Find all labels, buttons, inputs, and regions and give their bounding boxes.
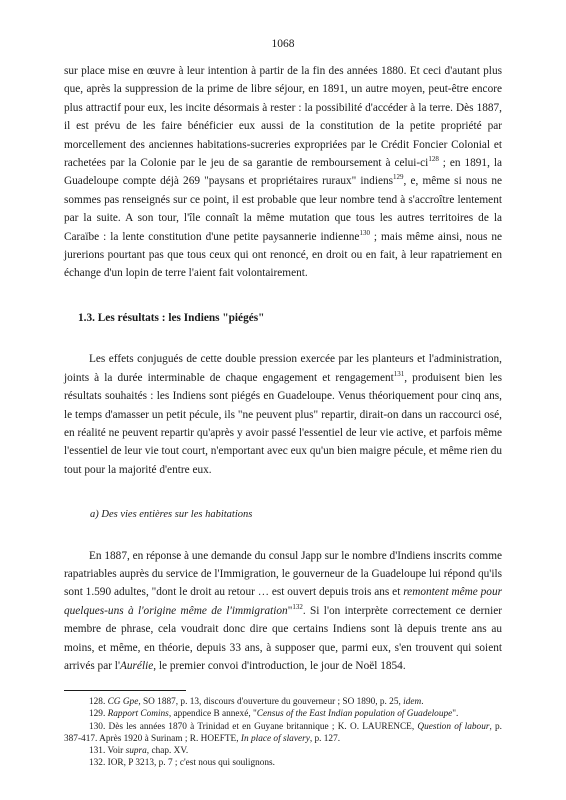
footnote-text: , p. 387-417. Après 1920 à Surinam ; R. HOEFTE,	[64, 721, 502, 744]
footnote-text: ".	[452, 709, 459, 720]
footnote-italic: supra	[125, 746, 147, 757]
paragraph-2	[64, 350, 502, 479]
footnote-132	[64, 757, 502, 769]
footnote-text: .	[421, 697, 424, 707]
footnote-text: Dès les années 1870 à Trinidad et en Guyane britannique ; K. O. LAURENCE,	[108, 721, 418, 732]
ship-name: Aurélie	[119, 659, 154, 672]
footnote-130	[64, 721, 502, 746]
text-run: "	[287, 604, 293, 617]
footnote-number: 132.	[89, 758, 108, 769]
text-run: ; en 1891, la Guadeloupe compte déjà 269 "paysans et propriétaires ruraux" indiens	[64, 157, 502, 188]
footnote-italic: CG Gpe	[107, 697, 139, 707]
text-run: , le premier convoi d'introduction, le jour de Noël 1854.	[153, 659, 406, 672]
footnote-italic: Census of the East Indian population of Guadeloupe	[256, 709, 453, 720]
footnote-number: 129.	[89, 709, 108, 720]
text-run: , produisent bien les résultats souhaités : les Indiens sont piégés en Guadeloupe. Venus théoriquement pour cinq ans, le temps d'amasser un petit pécule, ils "ne peuvent plus" repartir, dirait-on dans un raccourci osé, en réalité ne peuvent repartir qu'après y avoir passé l'essentiel de leur vie active, et parfois même l'essentiel de leur vie tout court, n'emportant avec eux qu'un bien maigre pécule, et même rien du tout pour la majorité d'entre eux.	[64, 371, 502, 476]
footnote-ref-131[interactable]: 131	[393, 369, 405, 378]
text-run: Les effets conjugués de cette double pression exercée par les planteurs et l'administration, joints à la durée interminable de chaque engagement et rengagement	[64, 353, 502, 384]
footnote-text: , appendice B annexé, "	[168, 709, 257, 720]
footnote-text: , p. 127.	[309, 733, 341, 744]
body-text	[64, 62, 502, 675]
footnote-italic: idem	[403, 697, 422, 707]
footnote-text: , chap. XV.	[146, 746, 189, 757]
footnote-italic: Rapport Comins	[107, 709, 169, 720]
footnote-128	[64, 696, 502, 708]
page-number: 1068	[271, 38, 295, 50]
text-run: En 1887, en réponse à une demande du consul Japp sur le nombre d'Indiens inscrits comme rapatriables auprès du service de l'Immigration, le gouverneur de la Guadeloupe lui répond qu'ils sont 1.590 adultes, "dont le droit au retour … est ouvert depuis trois ans et	[64, 549, 503, 599]
footnote-italic: Question of labour	[417, 721, 490, 732]
footnote-number: 128.	[89, 697, 108, 707]
footnote-ref-130[interactable]: 130	[359, 228, 370, 237]
footnote-ref-128[interactable]: 128	[428, 155, 439, 164]
text-run: sur place mise en œuvre à leur intention à partir de la fin des années 1880. Et ceci d'autant plus que, après la suppression de la prime de libre séjour, en 1891, un autre moyen, peut-être encore plus attractif pour eux, les incite désormais à rester : la possibilité d'accéder à la terre. Dès 1887, il est prévu de les faire bénéficier eux aussi de la constitution de la petite propriété par morcellement des anciennes habitations-sucreries expropriées par le Crédit Foncier Colonial et rachetées par la Colonie par le jeu de sa garantie de remboursement à celui-ci	[64, 65, 502, 170]
text-run: . Si l'on interprète correctement ce dernier membre de phrase, cela voudrait donc dire que certains Indiens sont là depuis trente ans au moins, et même, en théorie, depuis 33 ans, à supposer que, parmi eux, s'en trouvent qui soient arrivés par l'	[64, 604, 502, 672]
subsection-heading: a) Des vies entières sur les habitations	[90, 509, 253, 521]
footnote-separator	[64, 690, 186, 691]
paragraph-3	[64, 547, 502, 676]
footnote-text: Voir	[107, 746, 126, 757]
footnote-131	[64, 745, 502, 757]
footnote-italic: In place of slavery	[240, 733, 310, 744]
footnote-number: 130.	[89, 721, 109, 732]
footnote-text: , SO 1887, p. 13, discours d'ouverture du gouverneur ; SO 1890, p. 25,	[138, 697, 404, 707]
section-heading: 1.3. Les résultats : les Indiens "piégés"	[78, 311, 265, 324]
footnote-text: IOR, P 3213, p. 7 ; c'est nous qui soulignons.	[107, 758, 275, 769]
footnote-ref-129[interactable]: 129	[393, 173, 404, 182]
quoted-emphasis: remontent même pour quelques-uns à l'origine même de l'immigration	[64, 586, 502, 617]
footnote-ref-132[interactable]: 132	[292, 602, 303, 611]
text-run: , e, même si nous ne sommes pas renseignés sur ce point, il est probable que leur nombre tend à s'accroître lentement par la suite. A son tour, l'île connaît la même mutation que tous les autres territoires de la Caraïbe : la lente constitution d'une petite paysannerie indienne	[64, 175, 502, 243]
text-run: ; mais même ainsi, nous ne jurerions pourtant pas que tous ceux qui ont renoncé, en droit ou en fait, à leur rapatriement en échange d'un lopin de terre l'aient fait volontairement.	[64, 230, 503, 280]
footnotes	[64, 696, 502, 770]
footnote-number: 131.	[89, 746, 108, 757]
footnote-129	[64, 708, 502, 720]
paragraph-1	[64, 62, 502, 283]
